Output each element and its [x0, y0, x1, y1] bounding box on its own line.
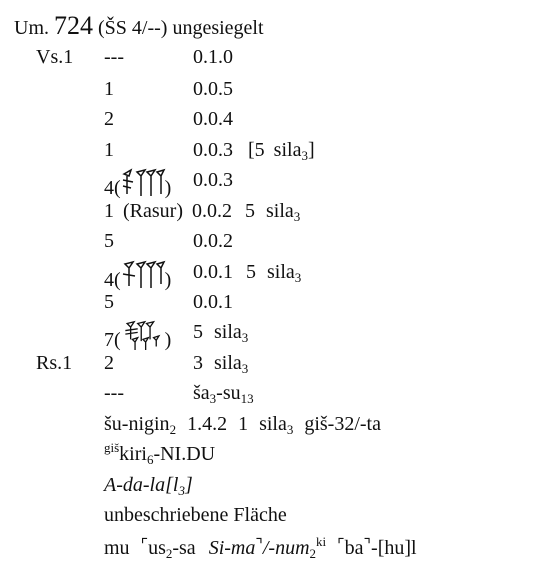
close-paren: )	[164, 269, 172, 291]
half-bracket-close: ⌝	[255, 537, 263, 554]
row-value: 0.0.5	[193, 78, 233, 100]
kiri-name: kiri	[119, 443, 147, 465]
row-value: 0.0.2	[191, 200, 232, 222]
row-entry	[193, 320, 248, 344]
year-name-line	[104, 534, 417, 560]
row-num: ---	[104, 46, 124, 68]
row-num: ---	[104, 382, 124, 404]
summary-line	[104, 412, 381, 436]
row-num-cuneiform	[104, 260, 171, 292]
count: 1	[238, 413, 249, 435]
count: 5	[244, 200, 255, 222]
note-close: ]	[307, 139, 315, 161]
side-label-obverse: Vs.1	[36, 46, 74, 68]
sila-unit: sila	[265, 200, 294, 222]
sa-sub: 3	[209, 391, 217, 406]
um-label: Um.	[14, 17, 49, 39]
sila-unit: sila	[273, 139, 302, 161]
blank-surface-note: unbeschriebene Fläche	[104, 504, 287, 526]
row-num: 5	[104, 291, 114, 313]
sila-sub: 3	[301, 148, 308, 163]
kiri-determinative: giš	[104, 440, 120, 455]
name-main: A-da-la[l	[104, 474, 179, 496]
row-num-cuneiform	[104, 168, 171, 200]
num: /-num	[262, 537, 310, 559]
kiri-rest: -NI.DU	[153, 443, 216, 465]
count: 3	[193, 352, 203, 374]
sila-sub: 3	[241, 330, 249, 345]
row-entry	[193, 351, 248, 375]
us: us	[148, 537, 166, 559]
kiri-line	[104, 442, 215, 466]
row-entry	[193, 381, 254, 405]
close-paren: )	[164, 177, 172, 199]
text-number: 724	[54, 11, 93, 40]
sila-unit: sila	[267, 261, 295, 283]
rasur-note: (Rasur)	[123, 200, 183, 222]
total: 1.4.2	[187, 413, 228, 435]
row-value: 0.0.1	[193, 261, 233, 283]
row-num: 1	[104, 139, 114, 161]
row-value: 0.0.2	[193, 230, 233, 252]
sa: -sa	[172, 537, 196, 559]
sima: Si-ma	[208, 537, 256, 559]
row-value: 0.0.3	[193, 169, 233, 191]
su-nigin: šu-nigin	[104, 413, 170, 435]
ki-determinative: ki	[316, 534, 327, 549]
side-label-reverse: Rs.1	[36, 352, 73, 374]
cuneiform-sign-4-icon	[121, 260, 165, 284]
gis-term: giš-32/-ta	[304, 413, 381, 435]
row-value: 0.0.3	[193, 139, 233, 161]
row-entry	[193, 138, 315, 162]
name-close: ]	[184, 474, 193, 496]
half-bracket-open: ⌜	[140, 537, 149, 554]
row-num: 1	[104, 200, 114, 222]
su-text: -su	[216, 382, 241, 404]
row-value: 0.0.1	[193, 291, 233, 313]
sila-sub: 3	[286, 422, 294, 437]
row-num: 5	[104, 230, 114, 252]
text-reference: (ŠS 4/--)	[98, 17, 168, 39]
sila-sub: 3	[294, 270, 302, 285]
row-num: 4(	[104, 177, 121, 199]
sila-sub: 3	[241, 361, 249, 376]
row-num: 7(	[104, 329, 121, 351]
personal-name	[104, 473, 193, 497]
row-num: 4(	[104, 269, 121, 291]
row-num: 2	[104, 108, 114, 130]
cuneiform-sign-4-icon	[121, 168, 165, 192]
hul: -[hu]l	[371, 537, 417, 559]
row-entry	[104, 199, 300, 223]
su-nigin-sub: 2	[169, 422, 177, 437]
cuneiform-sign-7-icon	[121, 320, 165, 344]
close-paren: )	[164, 329, 172, 351]
row-num: 2	[104, 352, 114, 374]
ba: ba	[344, 537, 364, 559]
half-bracket-open: ⌜	[337, 537, 345, 554]
row-num-cuneiform	[104, 320, 171, 352]
su-sub: 13	[240, 391, 254, 406]
row-value: 0.0.4	[193, 108, 233, 130]
count: 5	[246, 261, 256, 283]
seal-status: ungesiegelt	[172, 17, 264, 39]
sila-sub: 3	[293, 209, 301, 224]
row-entry	[193, 260, 301, 284]
half-bracket-close: ⌝	[363, 537, 372, 554]
row-value: 0.1.0	[193, 46, 233, 68]
sa-text: ša	[193, 382, 210, 404]
note-open: [5	[248, 139, 265, 161]
name-sub: 3	[178, 483, 185, 498]
header-line	[14, 11, 264, 40]
sila-unit: sila	[214, 321, 242, 343]
sila-unit: sila	[214, 352, 242, 374]
us-sub: 2	[165, 546, 173, 561]
row-num: 1	[104, 78, 114, 100]
kiri-sub: 6	[146, 452, 154, 467]
count: 5	[193, 321, 203, 343]
sila-unit: sila	[259, 413, 287, 435]
num-sub: 2	[309, 546, 317, 561]
mu: mu	[104, 537, 130, 559]
